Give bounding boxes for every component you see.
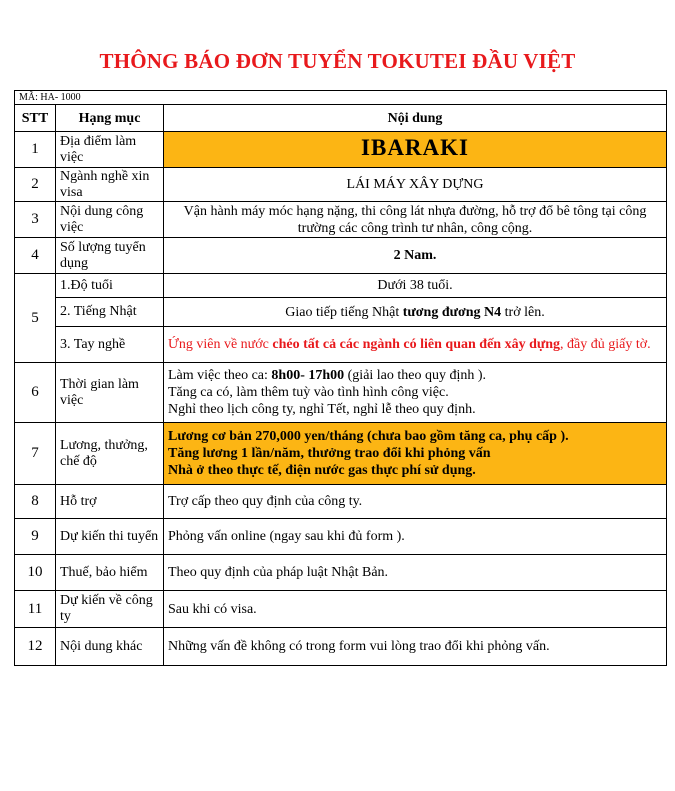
row-number: 8 xyxy=(15,485,56,519)
row-number: 5 xyxy=(15,274,56,363)
row-category: Nội dung công việc xyxy=(56,202,164,238)
row-number: 4 xyxy=(15,238,56,274)
interview-plan: Phỏng vấn online (ngay sau khi đủ form ). xyxy=(164,519,667,555)
row-number: 1 xyxy=(15,132,56,168)
row-category: 2. Tiếng Nhật xyxy=(56,298,164,327)
job-code: MÃ: HA- 1000 xyxy=(15,91,667,105)
row-number: 7 xyxy=(15,423,56,485)
skill-text: Ứng viên về nước xyxy=(168,337,273,352)
japanese-requirement xyxy=(164,298,667,327)
skill-text-end: , đầy đủ giấy tờ. xyxy=(560,337,651,352)
row-category: 3. Tay nghề xyxy=(56,327,164,363)
housing-line: Nhà ở theo thực tế, điện nước gas thực phí sử dụng. xyxy=(168,463,476,478)
overtime-line: Tăng ca có, làm thêm tuỳ vào tình hình công việc. xyxy=(168,385,449,400)
table-row xyxy=(15,168,667,202)
table-row xyxy=(15,238,667,274)
other-notes: Những vấn đề không có trong form vui lòng trao đổi khi phỏng vấn. xyxy=(164,628,667,666)
working-hours xyxy=(164,363,667,423)
age-requirement: Dưới 38 tuổi. xyxy=(164,274,667,298)
work-location-value: IBARAKI xyxy=(361,135,469,160)
japanese-text: Giao tiếp tiếng Nhật xyxy=(285,304,403,320)
table-row xyxy=(15,202,667,238)
skill-requirement xyxy=(164,327,667,363)
table-row xyxy=(15,132,667,168)
table-row xyxy=(15,298,667,327)
job-description: Vận hành máy móc hạng nặng, thi công lát nhựa đường, hỗ trợ đổ bê tông tại công trường các công trình tư nhân, công cộng. xyxy=(164,202,667,238)
recruitment-table xyxy=(14,90,667,666)
row-category: Dự kiến thi tuyển xyxy=(56,519,164,555)
table-row xyxy=(15,274,667,298)
table-row xyxy=(15,555,667,591)
header-category: Hạng mục xyxy=(56,105,164,132)
shift-note: (giải lao theo quy định ). xyxy=(344,368,487,383)
support: Trợ cấp theo quy định của công ty. xyxy=(164,485,667,519)
arrival-plan: Sau khi có visa. xyxy=(164,591,667,628)
row-number: 10 xyxy=(15,555,56,591)
shift-text: Làm việc theo ca: xyxy=(168,368,272,383)
shift-hours: 8h00- 17h00 xyxy=(271,368,345,383)
row-category: Ngành nghề xin visa xyxy=(56,168,164,202)
row-number: 6 xyxy=(15,363,56,423)
row-category: Thời gian làm việc xyxy=(56,363,164,423)
row-category: Nội dung khác xyxy=(56,628,164,666)
work-location xyxy=(164,132,667,168)
row-category: Dự kiến về công ty xyxy=(56,591,164,628)
row-category: Số lượng tuyển dụng xyxy=(56,238,164,274)
salary-benefits xyxy=(164,423,667,485)
table-row xyxy=(15,591,667,628)
table-row xyxy=(15,519,667,555)
row-number: 2 xyxy=(15,168,56,202)
header-content: Nội dung xyxy=(164,105,667,132)
salary-line: Lương cơ bản 270,000 yen/tháng (chưa bao gồm tăng ca, phụ cấp ). xyxy=(168,429,569,444)
page-title: THÔNG BÁO ĐƠN TUYỂN TOKUTEI ĐẦU VIỆT xyxy=(99,49,576,73)
headcount: 2 Nam. xyxy=(164,238,667,274)
header-stt: STT xyxy=(15,105,56,132)
row-category: Thuế, bảo hiểm xyxy=(56,555,164,591)
row-category: Địa điểm làm việc xyxy=(56,132,164,168)
shift-line xyxy=(168,367,662,384)
row-category: Lương, thưởng, chế độ xyxy=(56,423,164,485)
japanese-text-end: trở lên. xyxy=(501,304,545,320)
table-row xyxy=(15,628,667,666)
visa-field: LÁI MÁY XÂY DỰNG xyxy=(164,168,667,202)
table-row xyxy=(15,423,667,485)
row-number: 12 xyxy=(15,628,56,666)
table-row xyxy=(15,363,667,423)
raise-line: Tăng lương 1 lần/năm, thưởng trao đổi khi phỏng vấn xyxy=(168,446,491,461)
row-category: Hỗ trợ xyxy=(56,485,164,519)
holiday-line: Nghỉ theo lịch công ty, nghỉ Tết, nghỉ lễ theo quy định. xyxy=(168,402,476,417)
code-row xyxy=(15,91,667,105)
row-number: 3 xyxy=(15,202,56,238)
table-row xyxy=(15,485,667,519)
table-row xyxy=(15,327,667,363)
row-number: 11 xyxy=(15,591,56,628)
skill-fields: chéo tất cả các ngành có liên quan đến xây dựng xyxy=(272,337,561,352)
tax-insurance: Theo quy định của pháp luật Nhật Bản. xyxy=(164,555,667,591)
header-row xyxy=(15,105,667,132)
row-category: 1.Độ tuổi xyxy=(56,274,164,298)
row-number: 9 xyxy=(15,519,56,555)
japanese-level: tương đương N4 xyxy=(402,304,502,320)
